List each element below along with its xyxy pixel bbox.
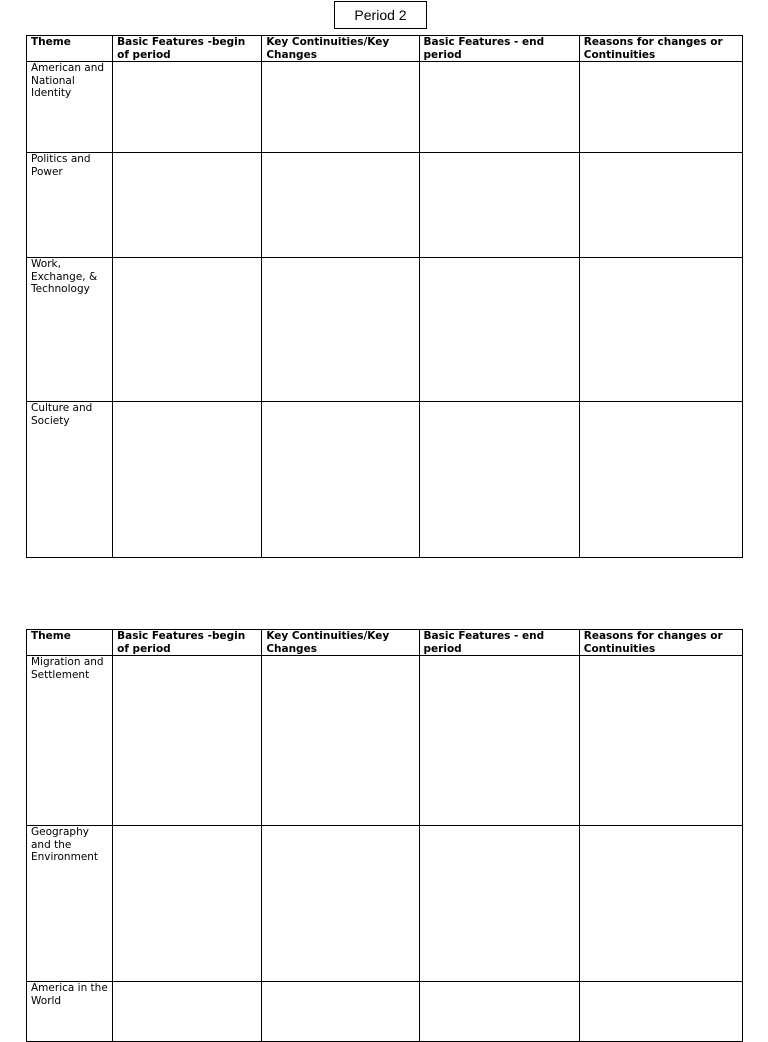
header-theme: Theme (27, 36, 113, 62)
reasons-cell[interactable] (579, 656, 742, 826)
table-row (27, 656, 743, 826)
reasons-cell[interactable] (579, 62, 742, 153)
continuities-cell[interactable] (262, 656, 419, 826)
reasons-cell[interactable] (579, 258, 742, 402)
reasons-cell[interactable] (579, 402, 742, 558)
end-features-cell[interactable] (419, 656, 579, 826)
theme-cell: America in the World (27, 982, 113, 1042)
theme-cell: Geography and the Environment (27, 826, 113, 982)
continuities-cell[interactable] (262, 153, 419, 258)
theme-cell: Politics and Power (27, 153, 113, 258)
end-features-cell[interactable] (419, 62, 579, 153)
end-features-cell[interactable] (419, 153, 579, 258)
table-row (27, 258, 743, 402)
table-row (27, 402, 743, 558)
header-key-continuities: Key Continuities/Key Changes (262, 36, 419, 62)
reasons-cell[interactable] (579, 153, 742, 258)
header-basic-features-begin: Basic Features -begin of period (113, 36, 262, 62)
begin-features-cell[interactable] (113, 402, 262, 558)
header-basic-features-begin: Basic Features -begin of period (113, 630, 262, 656)
theme-cell: Culture and Society (27, 402, 113, 558)
begin-features-cell[interactable] (113, 982, 262, 1042)
page-title: Period 2 (334, 1, 427, 29)
continuities-cell[interactable] (262, 982, 419, 1042)
header-basic-features-end: Basic Features - end period (419, 630, 579, 656)
header-row (27, 630, 743, 656)
end-features-cell[interactable] (419, 982, 579, 1042)
end-features-cell[interactable] (419, 826, 579, 982)
table-row (27, 153, 743, 258)
themes-table-1 (26, 35, 743, 558)
reasons-cell[interactable] (579, 826, 742, 982)
reasons-cell[interactable] (579, 982, 742, 1042)
end-features-cell[interactable] (419, 258, 579, 402)
table-row (27, 826, 743, 982)
continuities-cell[interactable] (262, 258, 419, 402)
begin-features-cell[interactable] (113, 153, 262, 258)
continuities-cell[interactable] (262, 62, 419, 153)
header-theme: Theme (27, 630, 113, 656)
begin-features-cell[interactable] (113, 62, 262, 153)
header-key-continuities: Key Continuities/Key Changes (262, 630, 419, 656)
begin-features-cell[interactable] (113, 656, 262, 826)
header-reasons: Reasons for changes or Continuities (579, 630, 742, 656)
table-row (27, 62, 743, 153)
table-row (27, 982, 743, 1042)
end-features-cell[interactable] (419, 402, 579, 558)
header-basic-features-end: Basic Features - end period (419, 36, 579, 62)
begin-features-cell[interactable] (113, 258, 262, 402)
theme-cell: Work, Exchange, & Technology (27, 258, 113, 402)
continuities-cell[interactable] (262, 826, 419, 982)
theme-cell: Migration and Settlement (27, 656, 113, 826)
begin-features-cell[interactable] (113, 826, 262, 982)
header-reasons: Reasons for changes or Continuities (579, 36, 742, 62)
header-row (27, 36, 743, 62)
themes-table-2 (26, 629, 743, 1042)
continuities-cell[interactable] (262, 402, 419, 558)
theme-cell: American and National Identity (27, 62, 113, 153)
